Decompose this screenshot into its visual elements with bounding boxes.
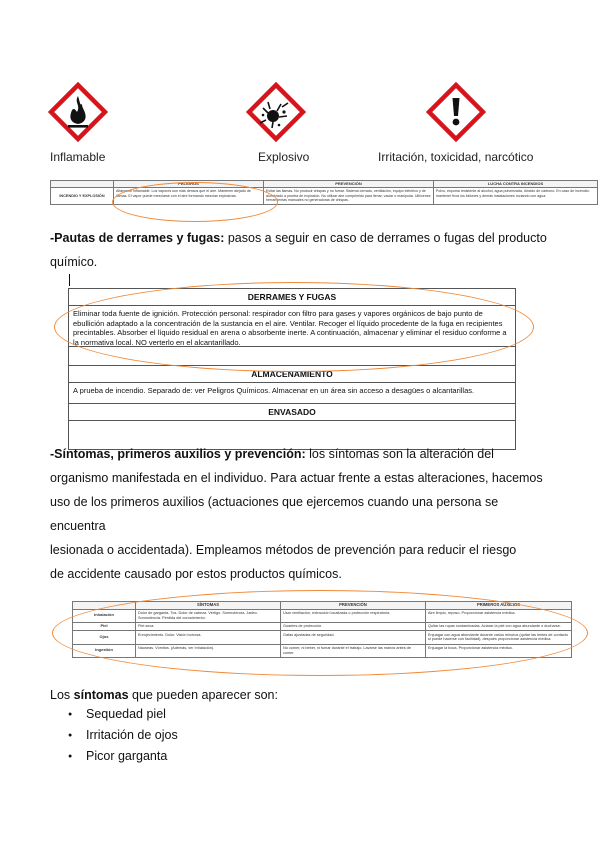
table-header-symptoms: SÍNTOMAS — [136, 602, 281, 610]
spacer-row — [69, 347, 515, 366]
first-aid-cell: Enjuagar la boca. Proporcionar asistencia médica. — [426, 644, 572, 657]
symptoms-list-suffix: que pueden aparecer son: — [128, 688, 278, 702]
route-cell: Ojos — [73, 631, 136, 644]
spills-text: pasos a seguir en caso de derrames o fugas del producto químico. — [50, 231, 547, 269]
symptoms-line-4: lesionada o accidentada). Empleamos métodos de prevención para reducir el riesgo — [50, 543, 517, 557]
symptoms-paragraph — [50, 442, 550, 586]
symptoms-cell: Náuseas. Vómitos. (Además, ver Inhalación). — [136, 644, 281, 657]
exploding-bomb-icon — [246, 82, 306, 142]
table-row — [51, 188, 598, 204]
flammable-label: Inflamable — [50, 150, 106, 164]
spills-table — [68, 288, 516, 450]
symptoms-cell: Piel seca. — [136, 622, 281, 631]
row-label: INCENDIO Y EXPLOSIÓN — [51, 188, 114, 204]
table-header-first-aid: PRIMEROS AUXILIOS — [426, 602, 572, 610]
prevention-cell: Guantes de protección. — [281, 622, 426, 631]
table-row — [73, 631, 572, 644]
irritant-pictogram — [426, 82, 486, 142]
table-row — [73, 609, 572, 622]
firefighting-cell: Polvo, espuma resistente al alcohol, agua pulverizada, dióxido de carbono. En caso de incendio: mantener fríos los bidones y demás instalaciones rociando con agua. — [434, 188, 598, 204]
prevention-cell: Gafas ajustadas de seguridad. — [281, 631, 426, 644]
flame-icon — [48, 82, 108, 142]
list-item: ● Picor garganta — [50, 746, 178, 767]
prevention-cell: Usar ventilación, extracción localizada o protección respiratoria. — [281, 609, 426, 622]
route-cell: Piel — [73, 622, 136, 631]
symptoms-list — [50, 704, 178, 767]
table-header-prevention: PREVENCIÓN — [264, 181, 434, 188]
table-row — [73, 644, 572, 657]
irritant-label: Irritación, toxicidad, narcótico — [378, 150, 534, 164]
route-cell: Ingestión — [73, 644, 136, 657]
prevention-cell: Evitar las llamas. No producir chispas y no fumar. Sistema cerrado, ventilación, equipo eléctrico y de alumbrado a prueba de explosión. No utilizar aire comprimido para llenar, vaciar o manipular. Utilícense herramientas manuales no generadoras de chispas. — [264, 188, 434, 204]
spills-header: DERRAMES Y FUGAS — [69, 289, 515, 306]
list-item: ● Sequedad piel — [50, 704, 178, 725]
explosive-pictogram — [246, 82, 306, 142]
spills-paragraph — [50, 226, 550, 274]
symptoms-list-prefix: Los — [50, 688, 74, 702]
symptoms-text: los síntomas son la alteración del — [305, 447, 494, 461]
table-header-hazards: PELIGROS — [114, 181, 264, 188]
flammable-pictogram — [48, 82, 108, 142]
symptoms-list-bold: síntomas — [73, 688, 129, 702]
list-item: ● Irritación de ojos — [50, 725, 178, 746]
spills-title: -Pautas de derrames y fugas: — [50, 231, 225, 245]
hazards-cell: Altamente inflamable. Los vapores son más densos que el aire. Mantener alejado de llamas. El vapor puede mezclarse con el aire formando mezclas explosivas. — [114, 188, 264, 204]
explosive-label: Explosivo — [258, 150, 310, 164]
symptoms-line-2: organismo manifestada en el individuo. Para actuar frente a estas alteraciones, hacemos — [50, 471, 543, 485]
exclamation-mark-icon — [426, 82, 486, 142]
symptoms-cell: Enrojecimiento. Dolor. Visión borrosa. — [136, 631, 281, 644]
first-aid-cell: Aire limpio, reposo. Proporcionar asistencia médica. — [426, 609, 572, 622]
symptoms-line-5: de accidente causado por estos productos químicos. — [50, 567, 342, 581]
text-cursor — [69, 274, 70, 286]
storage-body: A prueba de incendio. Separado de: ver Peligros Químicos. Almacenar en un área sin acceso a desagües o alcantarillas. — [69, 383, 515, 404]
symptoms-cell: Dolor de garganta. Tos. Dolor de cabeza. Vértigo. Somnolencia. Jadeo. Somnolencia. Pérdida del conocimiento. — [136, 609, 281, 622]
spills-body: Eliminar toda fuente de ignición. Protección personal: respirador con filtro para gases y vapores orgánicos de bajo punto de ebullición adaptado a la concentración de la sustancia en el aire. Ventilar. Recoger el líquido procedente de la fuga en recipientes precintables. Absorber el líquido residual en arena o absorbente inerte. A continuación, almacenar y eliminar el residuo conforme a la normativa local. NO verterlo en el alcantarillado. — [69, 306, 515, 347]
table-row — [73, 622, 572, 631]
exposure-table — [72, 601, 572, 658]
symptoms-title: -Síntomas, primeros auxilios y prevención: — [50, 447, 306, 461]
storage-header: ALMACENAMIENTO — [69, 366, 515, 383]
symptoms-line-3: uso de los primeros auxilios (actuaciones que ejercemos cuando una persona se encuentra — [50, 495, 499, 533]
table-header-firefighting: LUCHA CONTRA INCENDIOS — [434, 181, 598, 188]
symptoms-line-1 — [50, 442, 550, 466]
first-aid-cell: Enjuagar con agua abundante durante varios minutos (quitar las lentes de contacto si puede hacerse con facilidad), después proporcionar asistencia médica. — [426, 631, 572, 644]
route-cell: Inhalación — [73, 609, 136, 622]
table-header-empty — [73, 602, 136, 610]
table-header-empty — [51, 181, 114, 188]
table-header-prevention: PREVENCIÓN — [281, 602, 426, 610]
prevention-cell: No comer, ni beber, ni fumar durante el trabajo. Lavarse las manos antes de comer. — [281, 644, 426, 657]
fire-explosion-table — [50, 180, 598, 205]
packaging-header: ENVASADO — [69, 404, 515, 421]
first-aid-cell: Quitar las ropas contaminadas. Aclarar la piel con agua abundante o ducharse. — [426, 622, 572, 631]
symptoms-list-title — [50, 688, 278, 702]
